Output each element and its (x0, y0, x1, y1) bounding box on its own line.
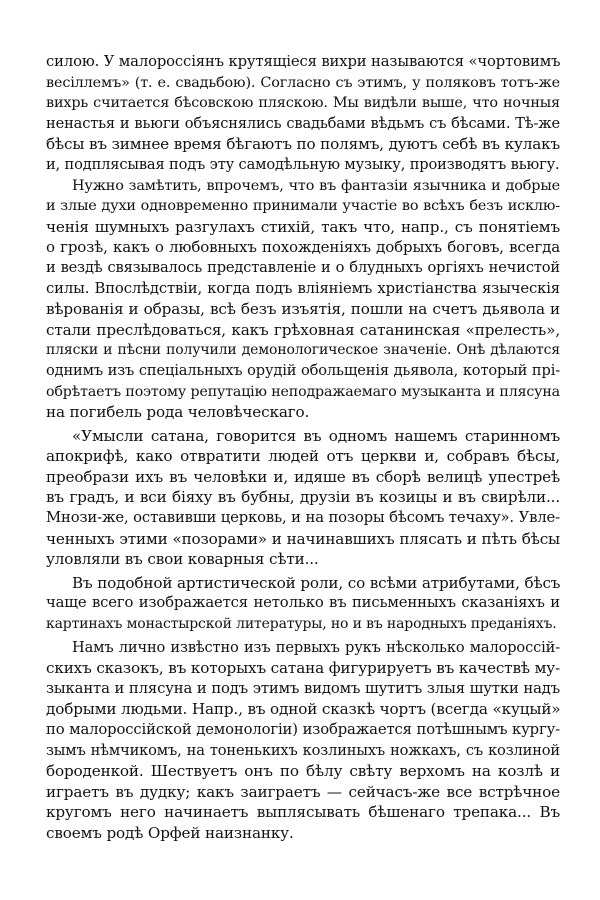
text-line: преобрази ихъ въ человѣки и, идяше въ сборѣ велицѣ упестреѣ (46, 467, 560, 486)
text-line: на погибель рода человѣческаго. (46, 403, 310, 422)
text-line: ненастья и вьюги объяснялись свадьбами вѣдьмъ съ бѣсами. Тѣ-же (46, 114, 560, 132)
text-line: ченія шумныхъ разгулахъ стихій, такъ что, напр., съ понятіемъ (46, 217, 560, 236)
text-line: бѣсы въ зимнее время бѣгаютъ по полямъ, дуютъ себѣ въ кулакъ (46, 135, 560, 154)
paragraph-5 (46, 638, 560, 844)
text-line: въ градъ, и вси біяху въ бубны, друзіи въ козицы и въ свирѣли... (46, 488, 560, 507)
text-line: Мнози-же, оставивши церковь, и на позоры бѣсомъ течаху». Увле- (46, 509, 560, 527)
text-line: стали преслѣдоваться, какъ грѣховная сатанинская «прелесть», (46, 320, 560, 339)
text-line: скихъ сказокъ, въ которыхъ сатана фигурируетъ въ качествѣ му- (46, 659, 560, 678)
text-line: чаще всего изображается нетолько въ письменныхъ сказаніяхъ и (46, 594, 560, 612)
text-line: зымъ нѣмчикомъ, на тоненькихъ козлиныхъ ножкахъ, съ козлиной (46, 741, 560, 759)
text-line: играетъ въ дудку; какъ заиграетъ — сейчасъ-же все встрѣчное (46, 782, 560, 801)
text-line: апокрифѣ, како отвратити людей отъ церкви и, собравъ бѣсы, (46, 447, 560, 466)
text-line: и вездѣ связывалось представленіе и о блудныхъ оргіяхъ нечистой (46, 258, 560, 276)
text-line: добрыми людьми. Напр., въ одной сказкѣ чортъ (всегда «куцый» (46, 700, 560, 719)
text-line: и злые духи одновременно принимали участіе во всѣхъ безъ исклю- (46, 198, 560, 215)
text-line: и, подплясывая подъ эту самодѣльную музыку, производятъ вьюгу. (46, 155, 560, 173)
text-line: «Умысли сатана, говорится въ одномъ нашемъ старинномъ (72, 426, 560, 445)
text-line: о грозѣ, какъ о любовныхъ похожденіяхъ добрыхъ боговъ, всегда (46, 238, 560, 257)
text-line: ченныхъ этими «позорами» и начинавшихъ плясать и пѣть бѣсы (46, 529, 560, 548)
text-line: силою. У малороссіянъ крутящіеся вихри называются «чортовимъ (46, 53, 560, 70)
text-line: однимъ изъ спеціальныхъ орудій обольщенія дьявола, который прі- (46, 361, 560, 379)
text-line: Въ подобной артистической роли, со всѣми атрибутами, бѣсъ (72, 573, 560, 592)
text-line: кругомъ него начинаетъ выплясывать бѣшенаго трепака... Въ (46, 803, 560, 822)
text-line: вихрь считается бѣсовскою пляскою. Мы видѣли выше, что ночныя (46, 95, 560, 112)
text-line: картинахъ монастырской литературы, но и въ народныхъ преданіяхъ. (46, 616, 557, 633)
text-line: бороденкой. Шествуетъ онъ по бѣлу свѣту верхомъ на козлѣ и (46, 762, 560, 781)
text-line: вѣрованія и образы, всѣ безъ изъятія, пошли на счетъ дьявола и (46, 300, 560, 319)
text-line: Намъ лично извѣстно изъ первыхъ рукъ нѣсколько малороссій- (72, 638, 560, 656)
text-line: по малороссійской демонологіи) изображается потѣшнымъ кургу- (46, 721, 560, 738)
paragraph-1 (46, 52, 560, 176)
text-line: уловляли въ свои коварныя сѣти... (46, 550, 319, 569)
text-line: Нужно замѣтить, впрочемъ, что въ фантазіи язычника и добрые (72, 177, 560, 194)
text-line: обрѣтаетъ поэтому репутацію неподражаемаго музыканта и плясуна (46, 383, 560, 400)
paragraph-4 (46, 573, 560, 635)
page-text (46, 52, 560, 844)
text-line: силы. Впослѣдствіи, когда подъ вліяніемъ христіанства языческія (46, 279, 560, 297)
text-line: своемъ родѣ Орфей наизнанку. (46, 823, 294, 842)
paragraph-2 (46, 176, 560, 423)
text-line: весіллемъ» (т. е. свадьбою). Согласно съ этимъ, у поляковъ тотъ-же (46, 74, 560, 91)
text-line: пляски и пѣсни получили демонологическое значеніе. Онѣ дѣлаются (46, 342, 560, 359)
text-line: зыканта и плясуна и подъ этимъ видомъ шутитъ злыя шутки надъ (46, 679, 560, 697)
paragraph-3 (46, 426, 560, 570)
